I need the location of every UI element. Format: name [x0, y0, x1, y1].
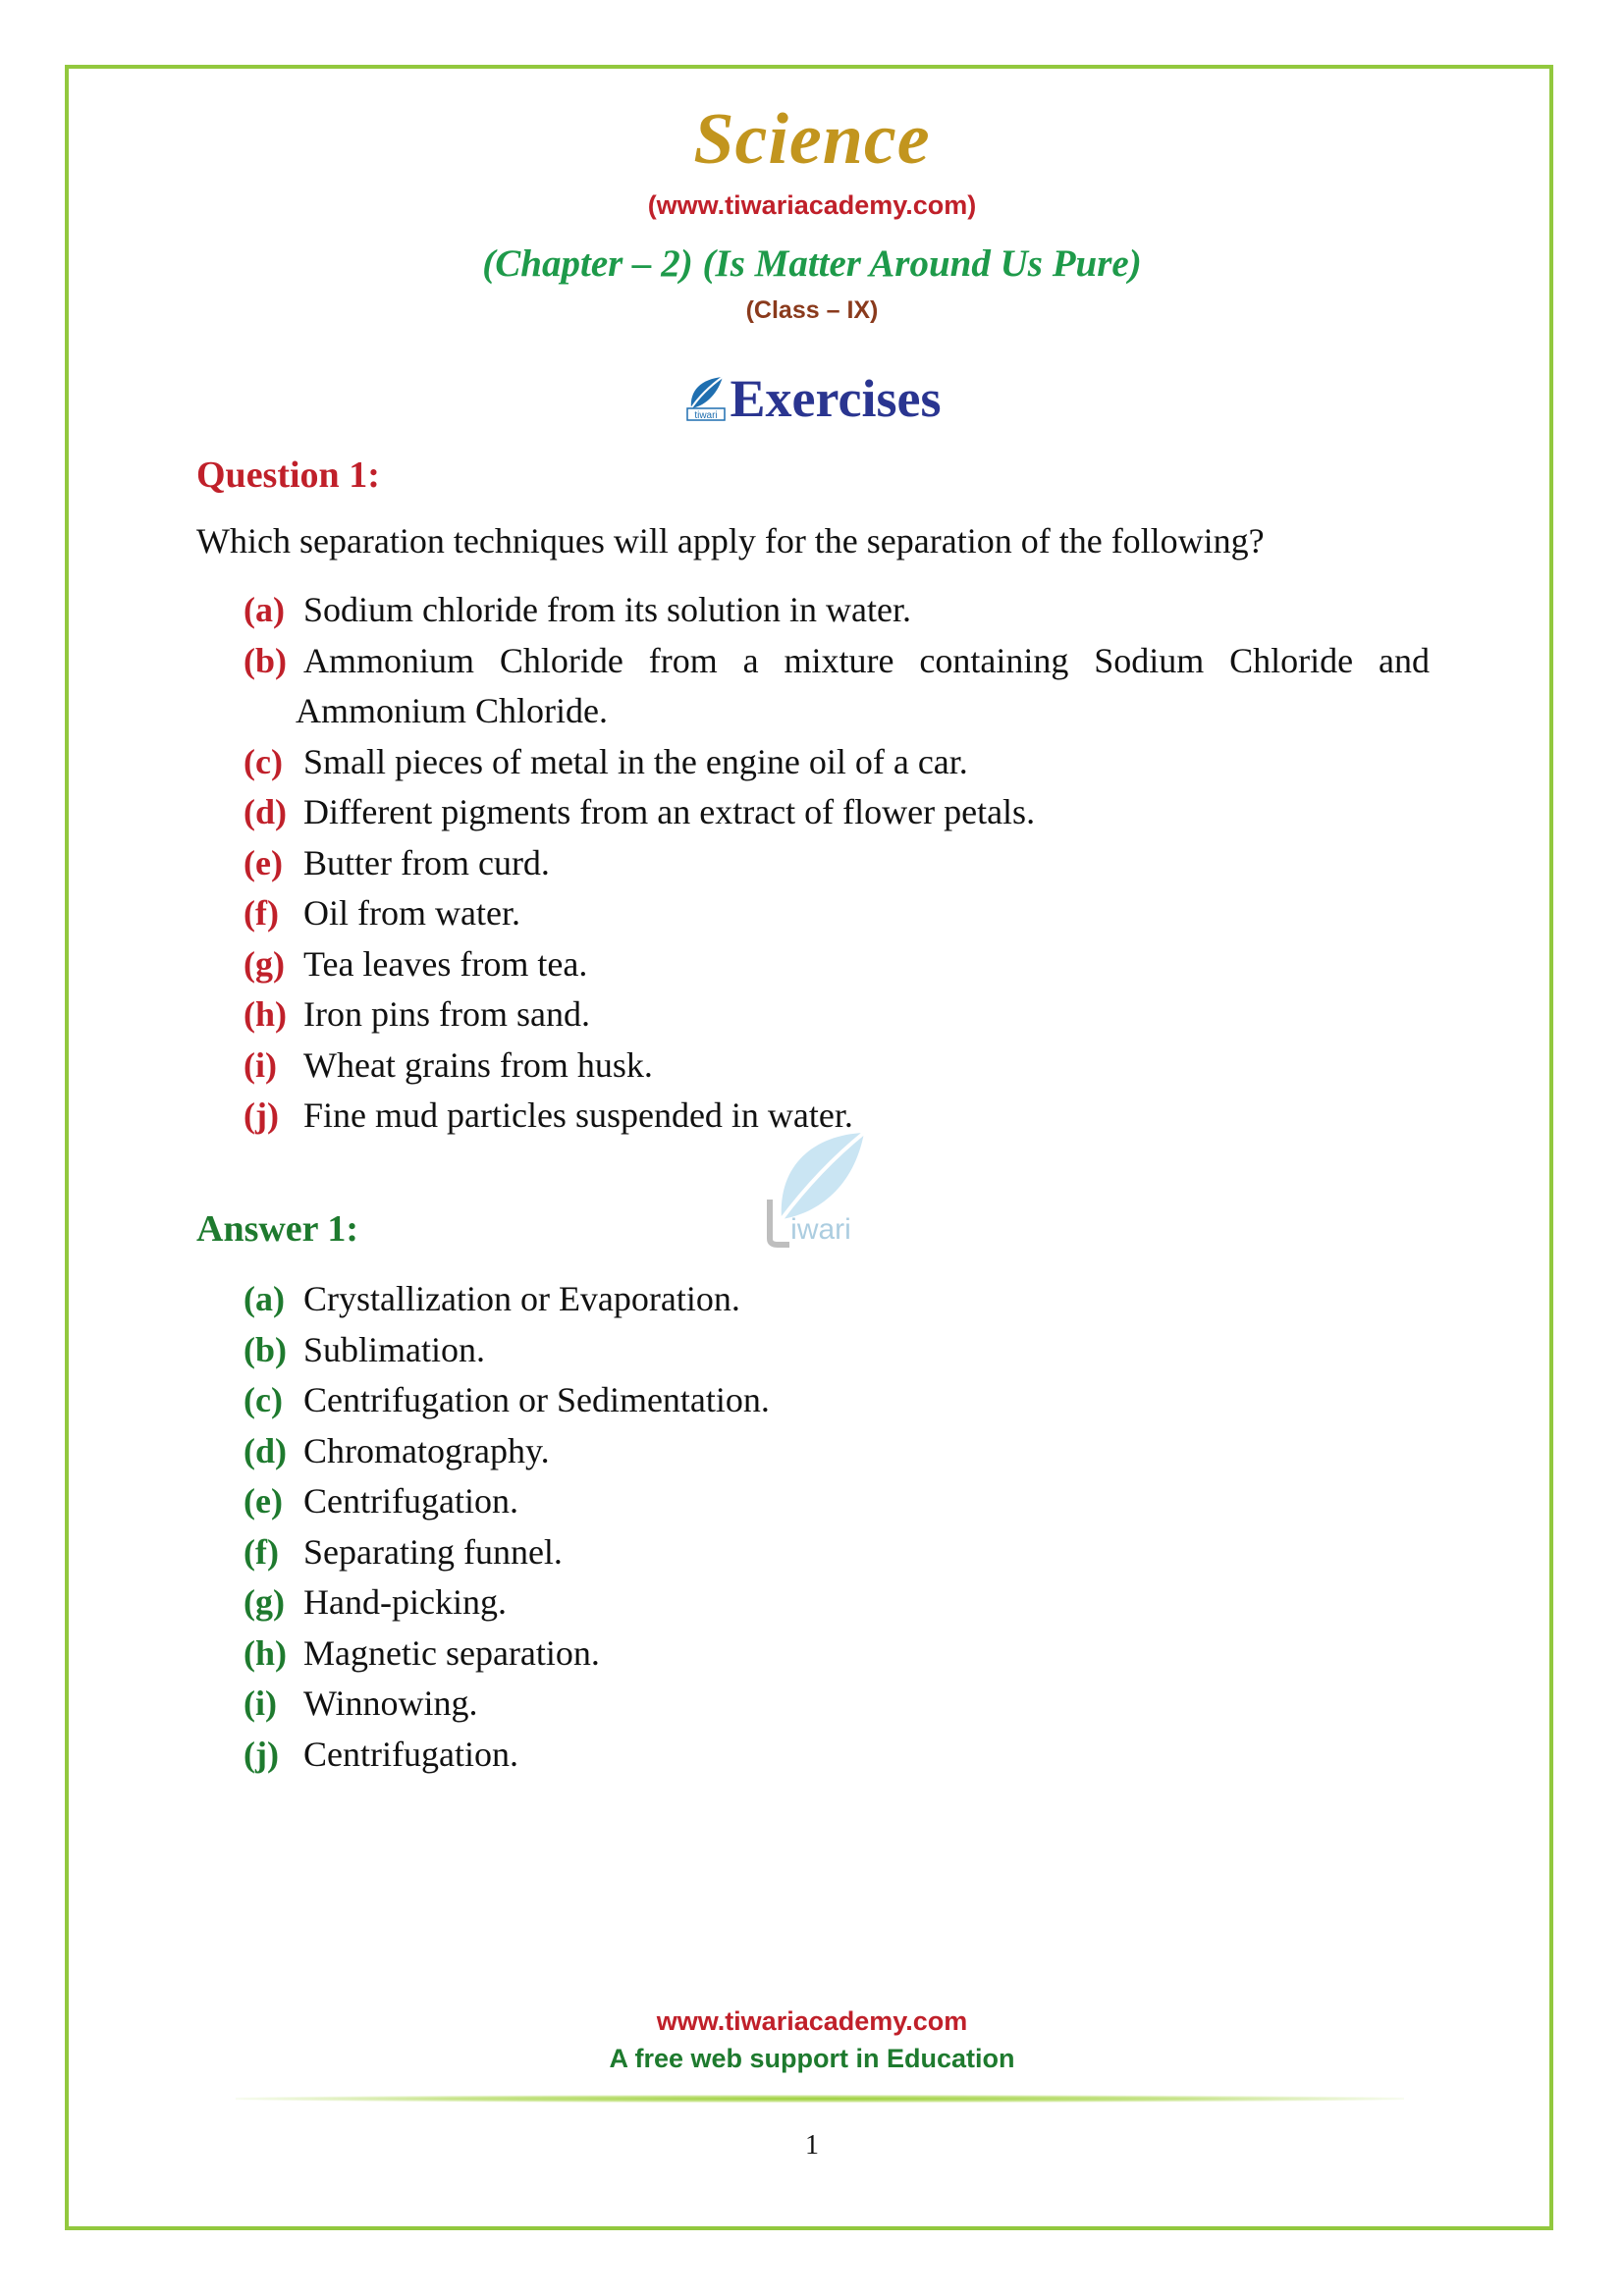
item-marker: (f): [244, 893, 279, 933]
item-marker: (e): [244, 1481, 283, 1521]
item-text: Hand-picking.: [303, 1582, 507, 1622]
list-item: [244, 1426, 1430, 1477]
tiwari-watermark-icon: [756, 1129, 874, 1252]
footer-tagline: A free web support in Education: [609, 2044, 1015, 2073]
list-item: [244, 838, 1430, 889]
list-item: [244, 1041, 1430, 1092]
list-item: [244, 1577, 1430, 1629]
list-item: [244, 1274, 1430, 1325]
item-text: Butter from curd.: [303, 842, 550, 882]
item-marker: (j): [244, 1095, 279, 1135]
item-text: Sublimation.: [303, 1329, 486, 1369]
item-marker: (h): [244, 1632, 287, 1673]
footer-website-link[interactable]: www.tiwariacademy.com: [656, 2006, 968, 2036]
item-text: Wheat grains from husk.: [303, 1044, 653, 1085]
item-marker: (e): [244, 842, 283, 882]
item-marker: (b): [244, 1329, 287, 1369]
item-marker: (b): [244, 640, 287, 680]
list-item: [244, 787, 1430, 838]
item-marker: (d): [244, 1430, 287, 1470]
item-marker: (i): [244, 1044, 277, 1085]
page-title: Science: [693, 99, 931, 180]
list-item: [244, 1527, 1430, 1578]
item-marker: (a): [244, 1279, 285, 1318]
list-item: [244, 939, 1430, 990]
list-item: [244, 1375, 1430, 1426]
item-text: Tea leaves from tea.: [303, 943, 588, 984]
chapter-heading: (Chapter – 2) (Is Matter Around Us Pure): [482, 242, 1142, 285]
question-label: Question 1:: [196, 454, 380, 496]
exercises-heading: [0, 368, 1624, 429]
item-marker: (g): [244, 1582, 285, 1622]
page-number: 1: [805, 2130, 819, 2161]
item-text: Oil from water.: [303, 893, 520, 933]
item-text: Centrifugation.: [303, 1734, 518, 1774]
item-text: Small pieces of metal in the engine oil of a car.: [303, 741, 968, 781]
list-item: [244, 1325, 1430, 1376]
item-marker: (f): [244, 1531, 279, 1572]
item-marker: (g): [244, 943, 285, 984]
list-item: [244, 1476, 1430, 1527]
list-item: [244, 1679, 1430, 1730]
item-text: Fine mud particles suspended in water.: [303, 1095, 853, 1135]
section-title: Exercises: [730, 369, 942, 428]
answer-list: [244, 1274, 1430, 1780]
answer-label: Answer 1:: [196, 1208, 359, 1250]
item-marker: (c): [244, 741, 283, 781]
list-item: [244, 1730, 1430, 1781]
item-text: Crystallization or Evaporation.: [303, 1279, 740, 1318]
list-item: [244, 1629, 1430, 1680]
header-website: (www.tiwariacademy.com): [647, 190, 977, 220]
item-marker: (j): [244, 1734, 279, 1774]
item-marker: (c): [244, 1380, 283, 1419]
list-item: [244, 585, 1430, 636]
item-text: Separating funnel.: [303, 1531, 563, 1572]
list-item: [244, 989, 1430, 1041]
svg-text:iwari: iwari: [790, 1213, 851, 1246]
item-text: Centrifugation.: [303, 1481, 518, 1521]
item-text: Magnetic separation.: [303, 1632, 600, 1673]
item-text: Iron pins from sand.: [303, 994, 590, 1034]
item-marker: (h): [244, 994, 287, 1034]
class-label: (Class – IX): [745, 296, 879, 324]
list-item: [244, 888, 1430, 939]
item-text: Winnowing.: [303, 1683, 478, 1723]
list-item: [244, 636, 1430, 737]
logo-text: tiwari: [693, 410, 718, 421]
question-text: Which separation techniques will apply for the separation of the following?: [196, 521, 1265, 561]
tiwari-leaf-logo-icon: [683, 375, 727, 422]
question-list: [244, 585, 1430, 1142]
item-text: Ammonium Chloride from a mixture containing Sodium Chloride and: [303, 640, 1430, 680]
item-marker: (i): [244, 1683, 277, 1723]
item-text: Different pigments from an extract of flower petals.: [303, 792, 1036, 831]
list-item: [244, 737, 1430, 788]
item-text: Chromatography.: [303, 1430, 550, 1470]
item-text: Sodium chloride from its solution in water.: [303, 590, 911, 629]
item-marker: (a): [244, 590, 285, 629]
item-text: Centrifugation or Sedimentation.: [303, 1380, 770, 1419]
item-text-continued: Ammonium Chloride.: [296, 691, 608, 730]
item-marker: (d): [244, 792, 287, 831]
footer-divider: [236, 2095, 1404, 2103]
